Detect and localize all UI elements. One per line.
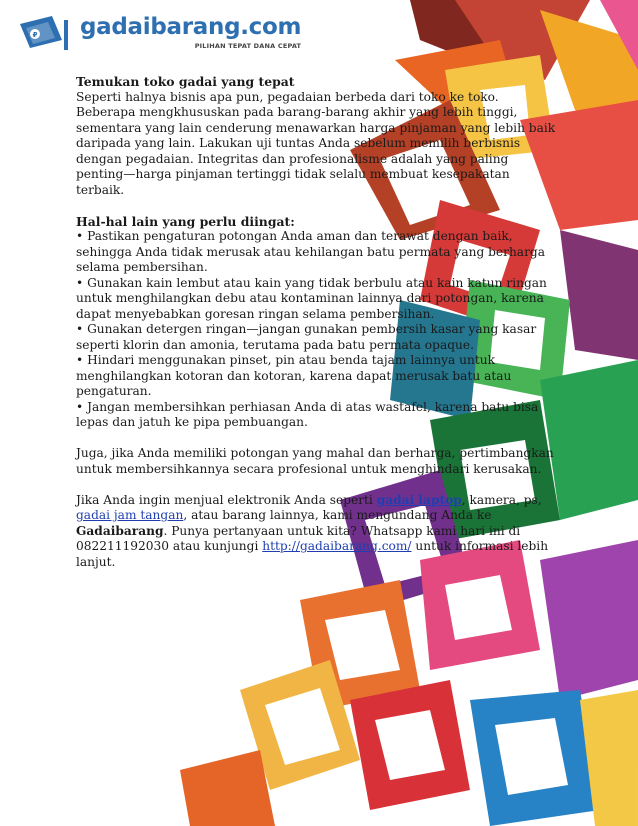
list-item: • Pastikan pengaturan potongan Anda aman dan terawat dengan baik, sehingga Anda tidak merusak atau kehilangan batu permata yang berharga selama pembersihan. (76, 229, 545, 274)
section-heading-find-pawnshop: Temukan toko gadai yang tepat (76, 74, 295, 89)
frame-shape (495, 718, 568, 795)
cta-text: , kamera, ps, (461, 492, 542, 507)
cta-text: , atau barang lainnya, kami mengundang Anda ke (183, 508, 492, 522)
logo[interactable] (18, 14, 301, 54)
list-item: • Hindari menggunakan pinset, pin atau benda tajam lainnya untuk menghilangkan kotoran dan kotoran, karena dapat merusak batu atau pengaturan. (76, 353, 512, 398)
cta-text: . Punya pertanyaan untuk kita? Whatsapp kami hari ini di 082211192030 atau kunjungi (76, 523, 521, 553)
frame-shape (560, 230, 638, 360)
article-body (76, 74, 558, 570)
frame-shape (180, 750, 275, 826)
section-paragraph: Seperti halnya bisnis apa pun, pegadaian berbeda dari toko ke toko. Beberapa mengkhususkan pada barang-barang akhir yang lebih tinggi, sementara yang lain cenderung menawarkan harga pinjaman yang lebih baik daripada yang lain. Lakukan uji tuntas Anda sebelum memilih berbisnis dengan pegadaian. Integritas dan profesionalisme adalah yang paling penting—harga pinjaman tertinggi tidak selalu membuat kesepakatan terbaik. (76, 89, 556, 197)
tag-logo-icon (18, 14, 76, 54)
logo-name: gadaibarang.com (80, 14, 302, 40)
brand-name: Gadaibarang (76, 523, 164, 538)
list-item: • Jangan membersihkan perhiasan Anda di atas wastafel, karena batu bisa lepas dan jatuh ke pipa pembuangan. (76, 399, 539, 429)
section-heading-other-things: Hal-hal lain yang perlu diingat: (76, 213, 295, 229)
paragraph-call-to-action (76, 493, 558, 571)
logo-tagline: PILIHAN TEPAT DANA CEPAT (194, 42, 302, 50)
frame-shape (445, 575, 512, 640)
cta-text: Jika Anda ingin menjual elektronik Anda seperti (76, 492, 377, 507)
link-gadai-jam-tangan[interactable]: gadai jam tangan (76, 508, 184, 522)
svg-text:₽: ₽ (32, 31, 38, 39)
list-item: • Gunakan detergen ringan—jangan gunakan pembersih kasar yang kasar seperti klorin dan amonia, terutama pada batu permata opaque. (76, 322, 537, 352)
list-item: • Gunakan kain lembut atau kain yang tidak berbulu atau kain katun ringan untuk menghilangkan debu atau kontaminan lainnya dari potongan, karena dapat menyebabkan goresan ringan selama pembersihan. (76, 275, 547, 321)
cta-text: untuk informasi lebih lanjut. (76, 539, 549, 569)
link-gadai-laptop[interactable]: gadai laptop (376, 492, 462, 507)
paragraph-professional-cleaning: Juga, jika Anda memiliki potongan yang mahal dan berharga, pertimbangkan untuk membersihkannya secara profesional untuk menghindari kerusakan. (76, 446, 554, 476)
link-website[interactable]: http://gadaibarang.com/ (262, 539, 412, 553)
